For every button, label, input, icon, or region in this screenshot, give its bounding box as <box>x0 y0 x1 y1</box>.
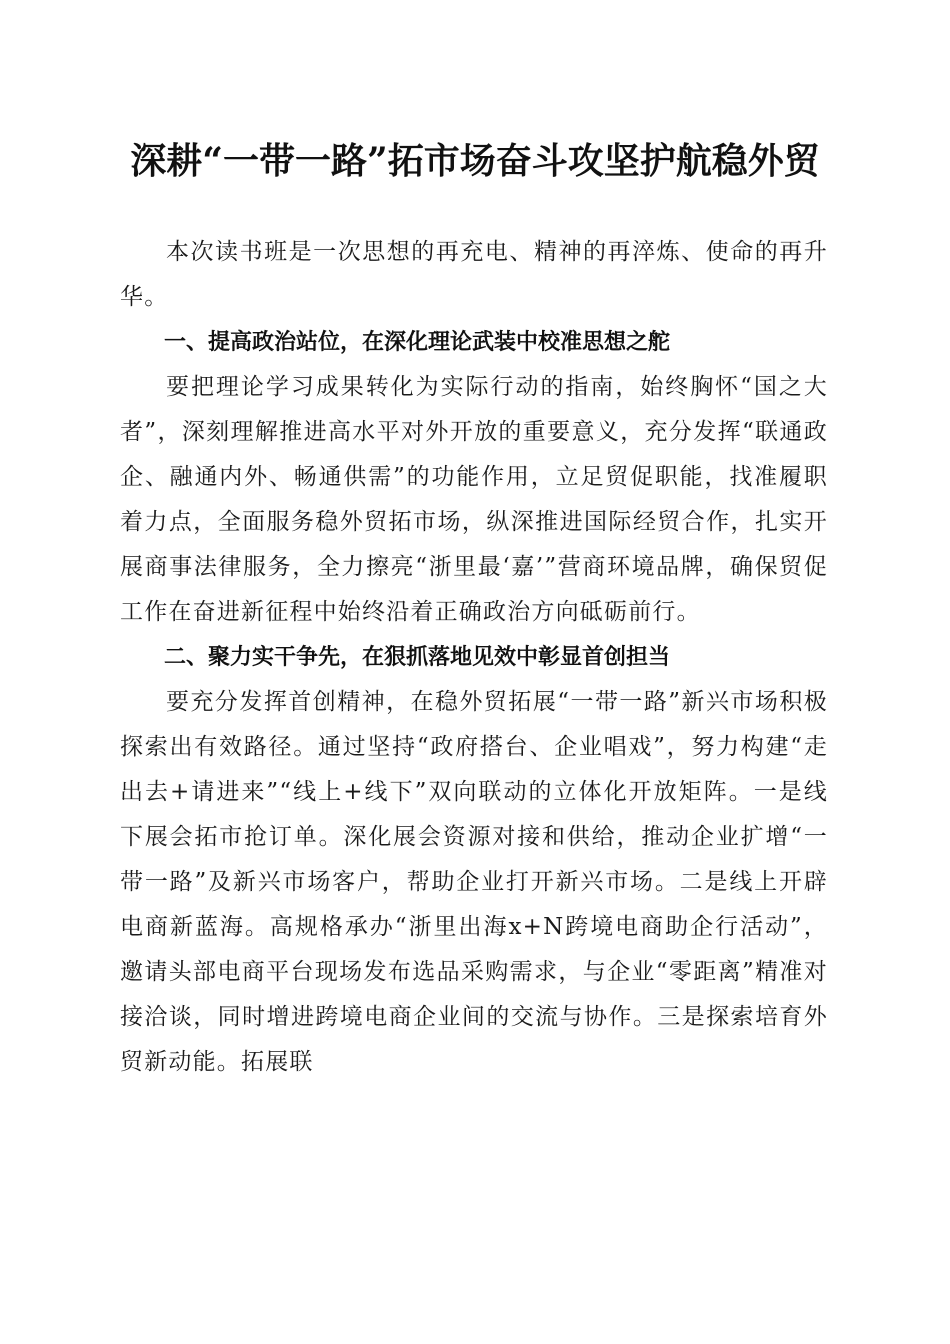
document-title: 深耕“一带一路”拓市场奋斗攻坚护航稳外贸 <box>130 140 820 182</box>
intro-paragraph: 本次读书班是一次思想的再充电、精神的再淬炼、使命的再升华。 <box>120 239 828 310</box>
document-body <box>120 230 828 1085</box>
section-2-heading: 二、聚力实干争先，在狠抓落地见效中彰显首创担当 <box>164 645 671 670</box>
section-1-heading: 一、提高政治站位，在深化理论武装中校准思想之舵 <box>164 330 671 355</box>
section-1-paragraph: 要把理论学习成果转化为实际行动的指南，始终胸怀“国之大者”，深刻理解推进高水平对外开放的重要意义，充分发挥“联通政企、融通内外、畅通供需”的功能作用，立足贸促职能，找准履职着力点，全面服务稳外贸拓市场，纵深推进国际经贸合作，扎实开展商事法律服务，全力擦亮“浙里最‘嘉’”营商环境品牌，确保贸促工作在奋进新征程中始终沿着正确政治方向砥砺前行。 <box>120 374 828 625</box>
section-2-paragraph: 要充分发挥首创精神，在稳外贸拓展“一带一路”新兴市场积极探索出有效路径。通过坚持“政府搭台、企业唱戏”，努力构建“走出去+请进来”“线上+线下”双向联动的立体化开放矩阵。一是线下展会拓市抢订单。深化展会资源对接和供给，推动企业扩增“一带一路”及新兴市场客户，帮助企业打开新兴市场。二是线上开辟电商新蓝海。高规格承办“浙里出海x+N跨境电商助企行活动”，邀请头部电商平台现场发布选品采购需求，与企业“零距离”精准对接洽谈，同时增进跨境电商企业间的交流与协作。三是探索培育外贸新动能。拓展联 <box>120 689 828 1075</box>
